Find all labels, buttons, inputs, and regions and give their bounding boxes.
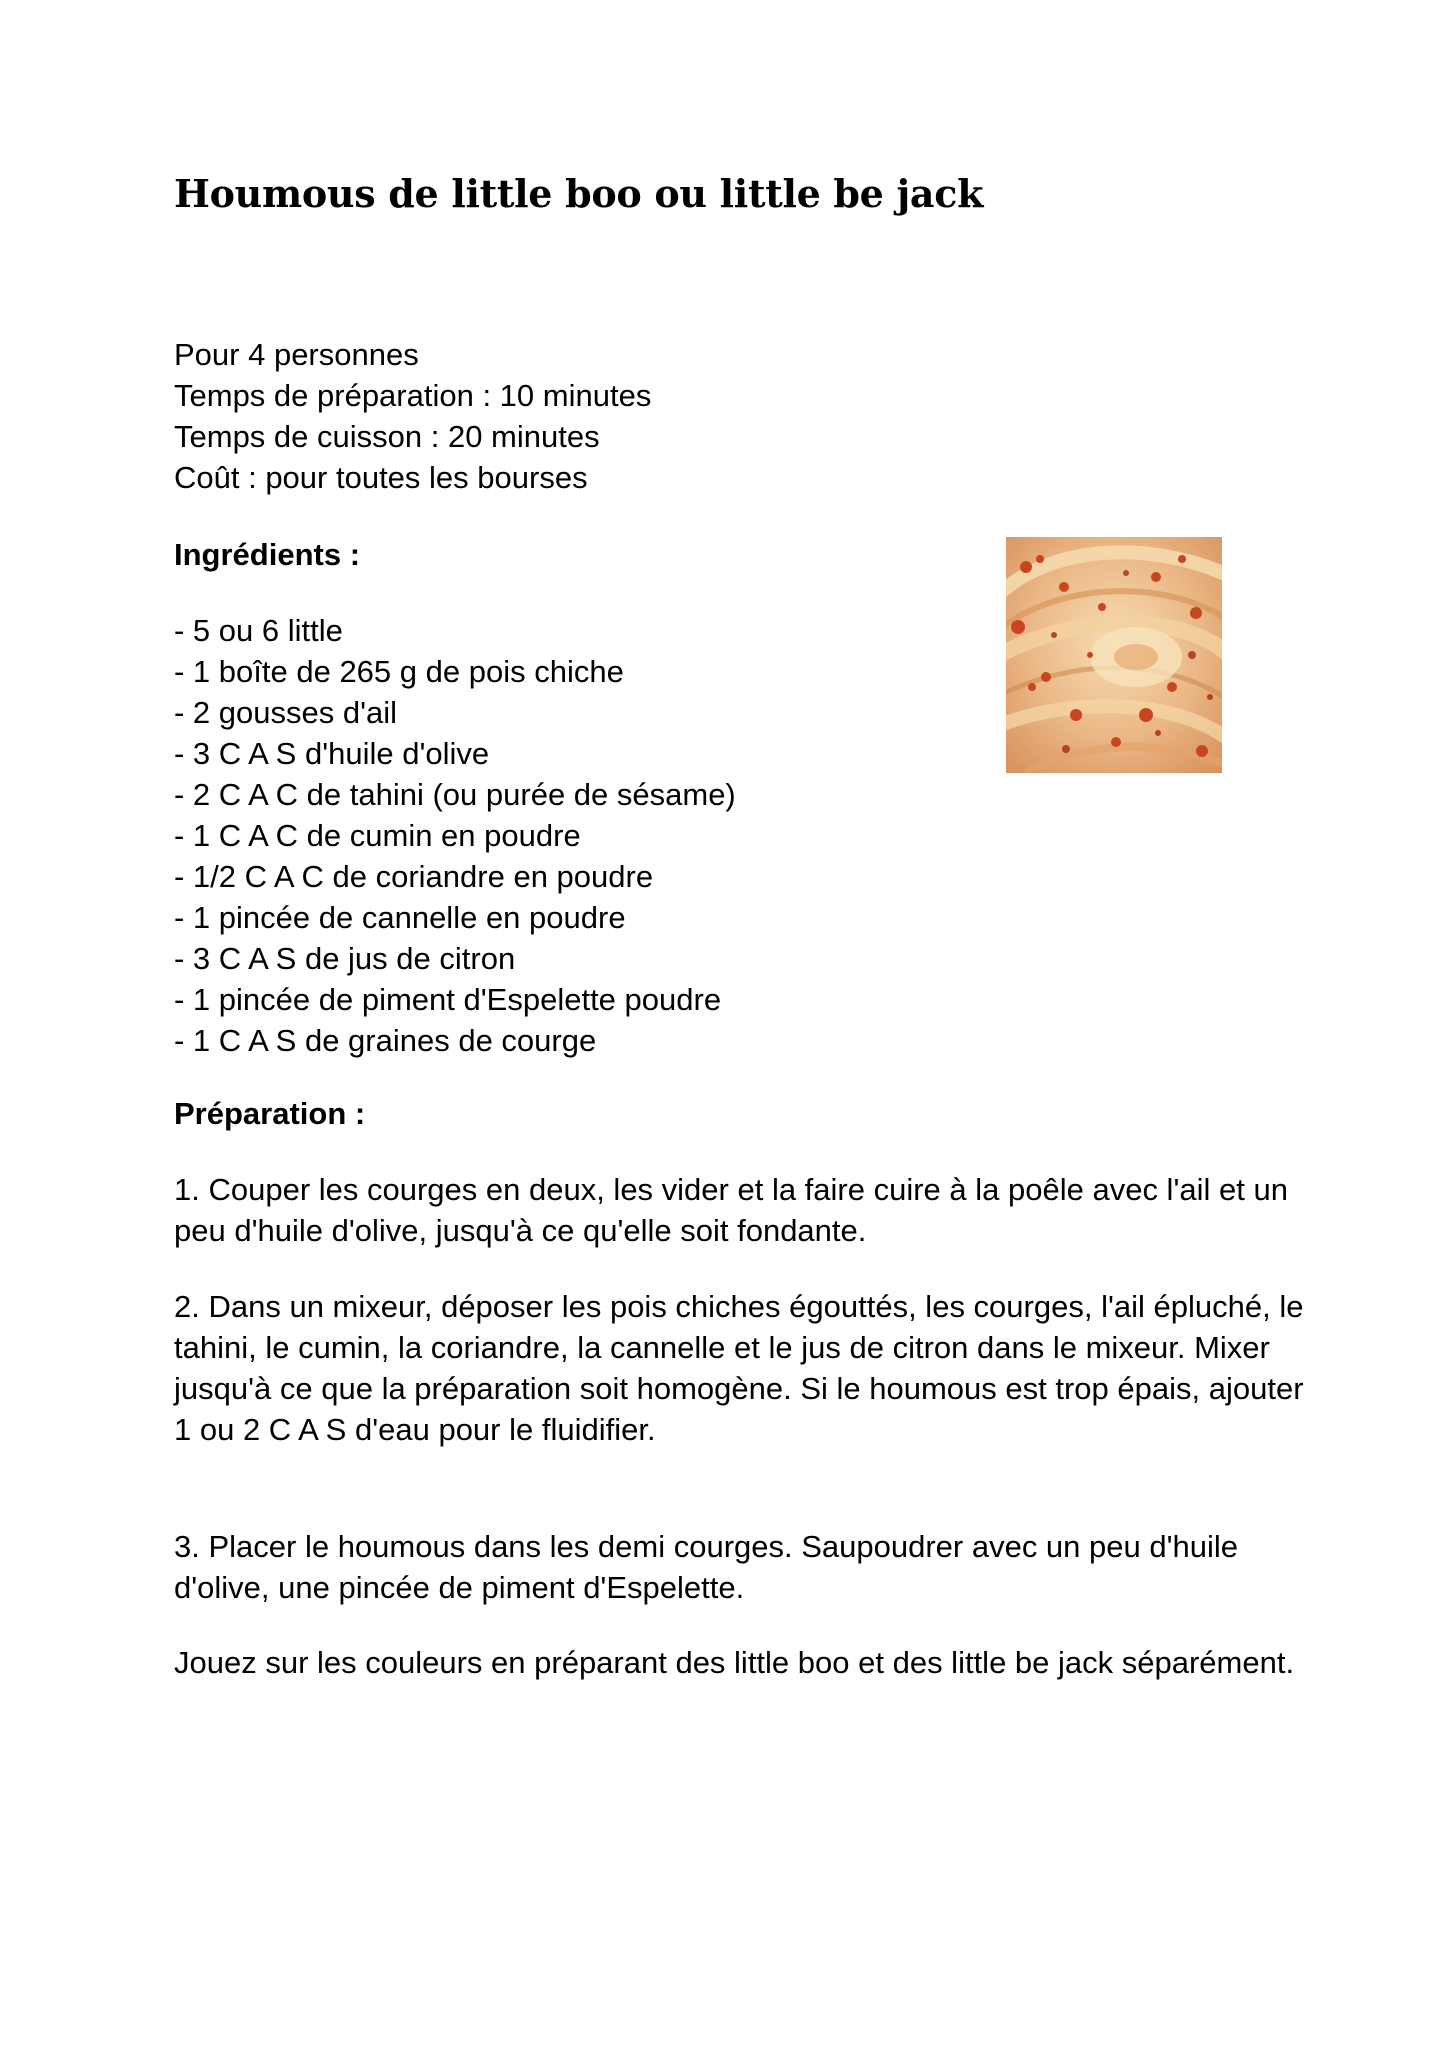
ingredients-list xyxy=(174,610,736,1061)
ingredient-item: - 1/2 C A C de coriandre en poudre xyxy=(174,859,654,894)
ingredient-item: - 5 ou 6 little xyxy=(174,613,343,648)
ingredient-item: - 1 pincée de cannelle en poudre xyxy=(174,900,626,935)
hummus-photo-icon xyxy=(1006,537,1222,773)
preparation-note: Jouez sur les couleurs en préparant des little boo et des little be jack séparément. xyxy=(174,1645,1295,1680)
servings: Pour 4 personnes xyxy=(174,337,419,372)
ingredient-item: - 3 C A S d'huile d'olive xyxy=(174,736,490,771)
ingredient-item: - 1 pincée de piment d'Espelette poudre xyxy=(174,982,722,1017)
ingredient-item: - 1 C A S de graines de courge xyxy=(174,1023,597,1058)
ingredient-item: - 1 C A C de cumin en poudre xyxy=(174,818,581,853)
preparation-step: 3. Placer le houmous dans les demi courges. Saupoudrer avec un peu d'huile d'olive, une pincée de piment d'Espelette. xyxy=(174,1529,1239,1605)
ingredient-item: - 3 C A S de jus de citron xyxy=(174,941,516,976)
prep-time: Temps de préparation : 10 minutes xyxy=(174,378,652,413)
ingredient-item: - 1 boîte de 265 g de pois chiche xyxy=(174,654,624,689)
recipe-meta xyxy=(174,334,651,498)
hummus-photo-art xyxy=(1006,537,1222,773)
recipe-title: Houmous de little boo ou little be jack xyxy=(174,171,984,216)
ingredients-heading: Ingrédients : xyxy=(174,537,361,572)
cost: Coût : pour toutes les bourses xyxy=(174,460,588,495)
preparation-heading: Préparation : xyxy=(174,1096,366,1131)
cook-time: Temps de cuisson : 20 minutes xyxy=(174,419,600,454)
preparation-step: 1. Couper les courges en deux, les vider et la faire cuire à la poêle avec l'ail et un peu d'huile d'olive, jusqu'à ce qu'elle soit fondante. xyxy=(174,1172,1288,1248)
preparation-step: 2. Dans un mixeur, déposer les pois chiches égouttés, les courges, l'ail épluché, le tahini, le cumin, la coriandre, la cannelle et le jus de citron dans le mixeur. Mixer jusqu'à ce que la préparation soit homogène. Si le houmous est trop épais, ajouter 1 ou 2 C A S d'eau pour le fluidifier. xyxy=(174,1289,1304,1447)
ingredient-item: - 2 gousses d'ail xyxy=(174,695,398,730)
ingredient-item: - 2 C A C de tahini (ou purée de sésame) xyxy=(174,777,736,812)
